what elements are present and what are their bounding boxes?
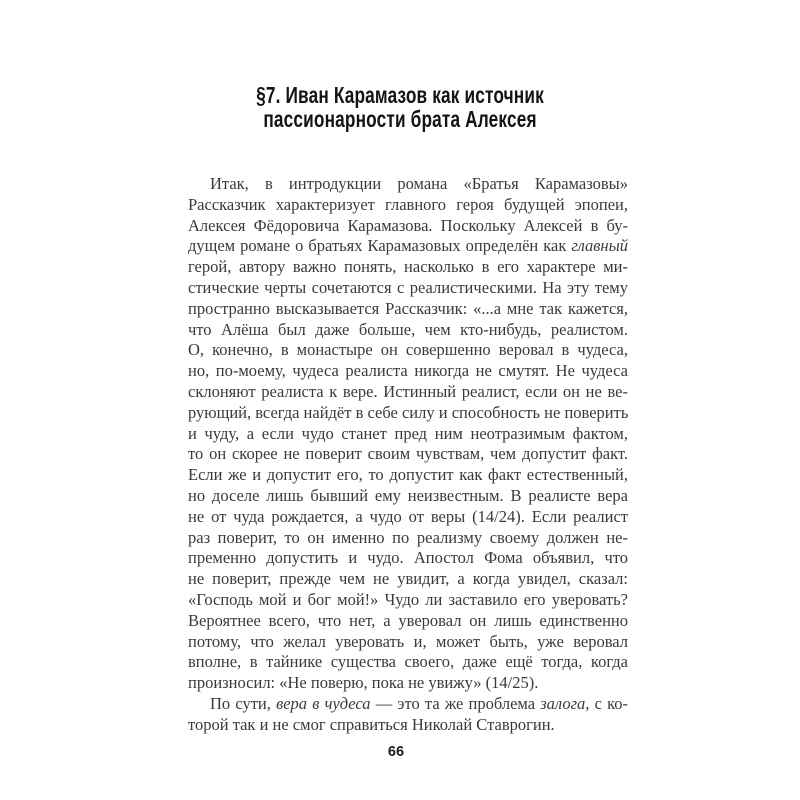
text-segment: что Алёша был даже больше, чем кто-нибудь, реалистом. xyxy=(188,319,628,339)
text-segment: дущем романе о братьях Карамазовых определён как xyxy=(188,236,572,256)
text-line xyxy=(188,320,628,341)
text-line xyxy=(188,569,628,590)
text-segment: , с ко- xyxy=(585,693,628,713)
text-segment: герой, автору важно понять, насколько в его характере ми- xyxy=(188,257,628,277)
text-segment: вполне, в тайнике существа своего, даже ещё тогда, когда xyxy=(188,652,628,672)
text-line xyxy=(188,590,628,611)
text-segment: но доселе лишь бывший ему неизвестным. В реалисте вера xyxy=(188,485,628,505)
text-line xyxy=(188,382,628,403)
text-line xyxy=(188,424,628,445)
text-line xyxy=(188,444,628,465)
text-segment: стические черты сочетаются с реалистическими. На эту тему xyxy=(188,277,628,297)
text-line xyxy=(188,548,628,569)
text-segment: О, конечно, в монастыре он совершенно веровал в чудеса, xyxy=(188,340,628,360)
text-segment: По сути, xyxy=(210,693,277,713)
section-heading xyxy=(100,84,700,131)
text-segment: пространно высказывается Рассказчик: «...а мне так кажется, xyxy=(188,298,628,318)
text-line xyxy=(188,403,628,424)
text-segment: но, по-моему, чудеса реалиста никогда не смутят. Не чудеса xyxy=(188,361,628,381)
text-segment: склоняют реалиста к вере. Истинный реалист, если он не ве- xyxy=(188,381,628,401)
text-line xyxy=(188,174,628,195)
text-segment: то он скорее не поверит своим чувствам, чем допустит факт. xyxy=(188,444,628,464)
emphasis-text: залога xyxy=(540,693,586,713)
text-segment: Вероятнее всего, что нет, а уверовал он лишь единственно xyxy=(188,610,628,630)
text-line xyxy=(188,611,628,632)
text-line xyxy=(188,236,628,257)
text-line xyxy=(188,673,628,694)
text-segment: раз поверит, то он именно по реализму своему должен не- xyxy=(188,527,628,547)
text-segment: торой так и не смог справиться Николай Ставрогин. xyxy=(188,714,555,734)
emphasis-text: главный xyxy=(571,236,628,256)
text-segment: и чуду, а если чудо станет пред ним неотразимым фактом, xyxy=(188,423,628,443)
text-line xyxy=(188,465,628,486)
text-line xyxy=(188,257,628,278)
text-line xyxy=(188,195,628,216)
section-heading-line2: пассионарности брата Алексея xyxy=(263,105,537,132)
text-line xyxy=(188,216,628,237)
text-segment: не от чуда рождается, а чудо от веры (14/24). Если реалист xyxy=(188,506,628,526)
text-segment: — это та же проблема xyxy=(370,693,541,713)
text-line xyxy=(188,486,628,507)
page-number: 66 xyxy=(387,744,405,760)
text-line xyxy=(188,632,628,653)
text-line xyxy=(188,652,628,673)
text-line xyxy=(188,299,628,320)
text-line xyxy=(188,507,628,528)
text-segment: не поверит, прежде чем не увидит, а когда увидел, сказал: xyxy=(188,569,628,589)
text-line xyxy=(188,715,628,736)
text-segment: Алексея Фёдоровича Карамазова. Поскольку Алексей в бу- xyxy=(188,215,628,235)
text-line xyxy=(188,694,628,715)
text-segment: пременно допустить и чудо. Апостол Фома объявил, что xyxy=(188,548,628,568)
text-segment: произносил: «Не поверю, пока не увижу» (14/25). xyxy=(188,673,539,693)
text-segment: Итак, в интродукции романа «Братья Карамазовы» xyxy=(210,174,628,193)
text-line xyxy=(188,278,628,299)
text-segment: рующий, всегда найдёт в себе силу и способность не поверить xyxy=(188,402,628,422)
body-text xyxy=(188,174,628,736)
text-segment: Если же и допустит его, то допустит как факт естественный, xyxy=(188,465,628,485)
text-line xyxy=(188,361,628,382)
text-segment: Рассказчик характеризует главного героя будущей эпопеи, xyxy=(188,194,628,214)
text-line xyxy=(188,340,628,361)
text-segment: потому, что желал уверовать и, может быть, уже веровал xyxy=(188,631,628,651)
text-line xyxy=(188,528,628,549)
section-heading-line1: §7. Иван Карамазов как источник xyxy=(256,82,544,108)
text-segment: «Господь мой и бог мой!» Чудо ли заставило его уверовать? xyxy=(188,589,628,609)
emphasis-text: вера в чудеса xyxy=(276,693,371,713)
